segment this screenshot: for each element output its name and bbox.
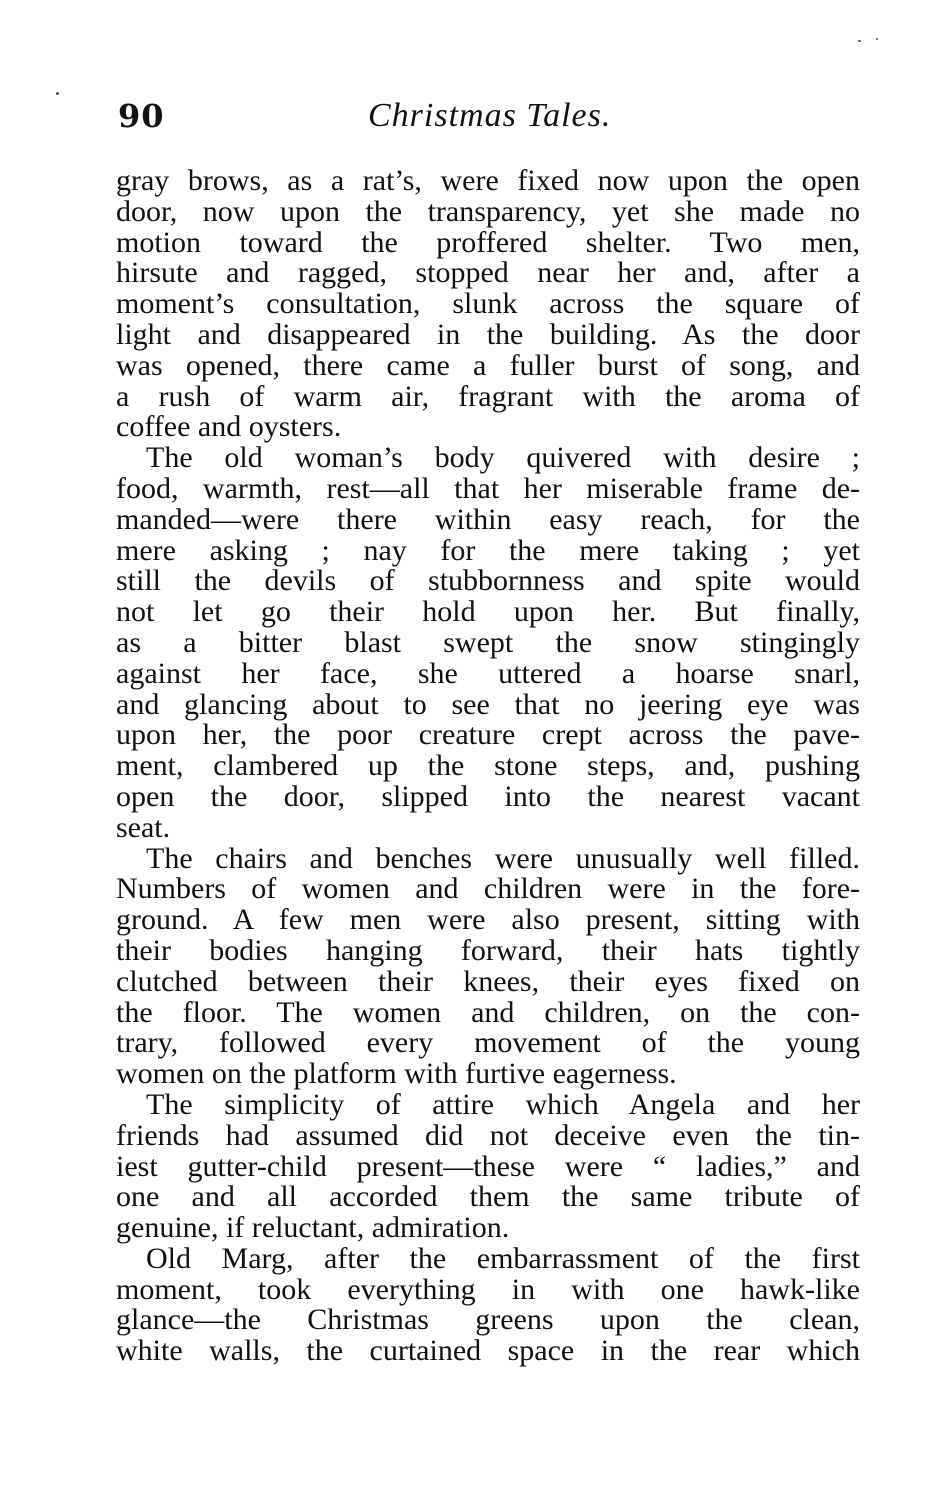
text-line: iest gutter-child present—these were “ ladies,” and <box>116 1149 860 1183</box>
text-line: a rush of warm air, fragrant with the aroma of <box>116 379 860 413</box>
text-line: mere asking ; nay for the mere taking ; yet <box>116 533 860 567</box>
body-text <box>116 166 860 1367</box>
text-line: food, warmth, rest—all that her miserable frame de- <box>116 471 860 505</box>
text-line: white walls, the curtained space in the rear which <box>116 1334 860 1368</box>
text-line: light and disappeared in the building. As the door <box>116 317 860 351</box>
text-line: not let go their hold upon her. But finally, <box>116 595 860 629</box>
text-line: as a bitter blast swept the snow stingingly <box>116 625 860 659</box>
text-line: women on the platform with furtive eagerness. <box>116 1057 677 1091</box>
text-line: clutched between their knees, their eyes fixed on <box>116 964 860 998</box>
text-line: open the door, slipped into the nearest vacant <box>116 779 860 813</box>
text-line: gray brows, as a rat’s, were fixed now upon the open <box>116 164 860 197</box>
text-line: door, now upon the transparency, yet she made no <box>116 194 860 228</box>
scan-speck <box>876 38 878 40</box>
text-line: their bodies hanging forward, their hats tightly <box>116 933 860 967</box>
text-line: ground. A few men were also present, sitting with <box>116 903 860 937</box>
running-title: Christmas Tales. <box>368 97 612 134</box>
text-line: Old Marg, after the embarrassment of the first <box>146 1241 860 1275</box>
text-line: was opened, there came a fuller burst of song, and <box>116 348 860 382</box>
text-line: The simplicity of attire which Angela and her <box>146 1087 860 1121</box>
text-line: genuine, if reluctant, admiration. <box>116 1211 510 1245</box>
page-number: 90 <box>118 97 165 135</box>
text-line: hirsute and ragged, stopped near her and, after a <box>116 256 860 290</box>
text-line: still the devils of stubbornness and spite would <box>116 564 860 598</box>
text-line: ment, clambered up the stone steps, and, pushing <box>116 749 860 783</box>
text-line: trary, followed every movement of the young <box>116 1026 860 1060</box>
text-line: The old woman’s body quivered with desire ; <box>146 441 860 475</box>
text-line: moment, took everything in with one hawk-like <box>116 1272 860 1306</box>
text-line: The chairs and benches were unusually well filled. <box>146 841 860 875</box>
text-line: manded—were there within easy reach, for the <box>116 502 860 536</box>
text-line: the floor. The women and children, on the con- <box>116 995 860 1029</box>
text-line: against her face, she uttered a hoarse snarl, <box>116 656 860 690</box>
running-head <box>118 94 858 138</box>
text-line: Numbers of women and children were in the fore- <box>116 872 860 906</box>
text-line: one and all accorded them the same tribute of <box>116 1180 860 1214</box>
text-line: motion toward the proffered shelter. Two men, <box>116 225 860 259</box>
text-line: moment’s consultation, slunk across the square of <box>116 287 860 321</box>
text-line: glance—the Christmas greens upon the clean, <box>116 1303 860 1337</box>
scan-speck <box>56 92 59 95</box>
text-line: seat. <box>116 810 171 844</box>
text-line: coffee and oysters. <box>116 410 342 444</box>
text-line: friends had assumed did not deceive even the tin- <box>116 1118 860 1152</box>
text-line: upon her, the poor creature crept across the pave- <box>116 718 860 752</box>
text-line: and glancing about to see that no jeering eye was <box>116 687 860 721</box>
scan-speck <box>858 40 861 42</box>
